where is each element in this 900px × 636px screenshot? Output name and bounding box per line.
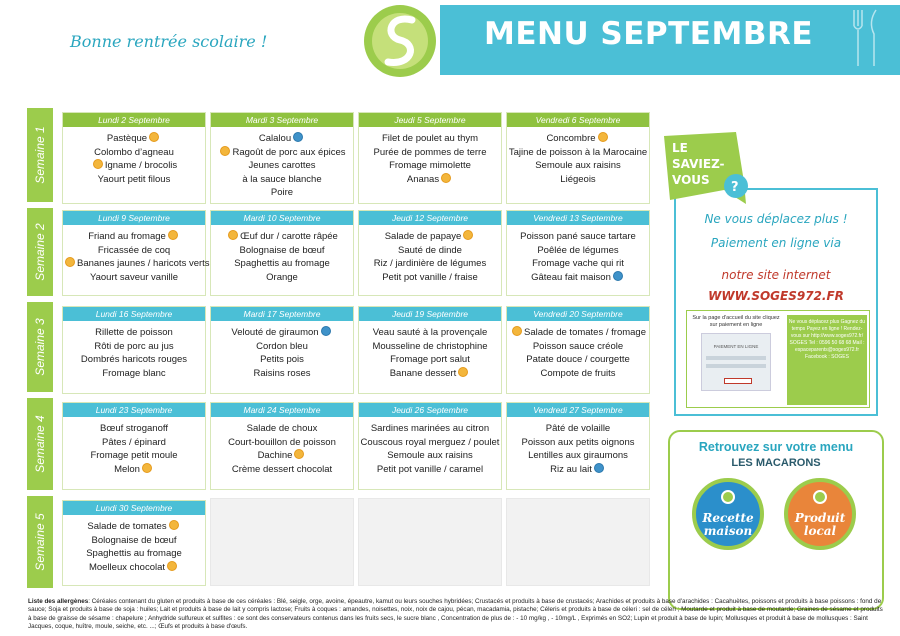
dish-name: Bœuf stroganoff [100, 423, 168, 434]
week-label-5: Semaine 5 [27, 496, 53, 588]
day-card [210, 210, 354, 296]
dish-item [359, 257, 501, 271]
dish-item [63, 173, 205, 187]
dish-list [507, 127, 649, 186]
mini-instructions: Sur la page d'accueil du site cliquez sur paiement en ligne [692, 315, 780, 328]
dish-item [359, 436, 501, 450]
dish-item [507, 146, 649, 160]
dish-list [63, 225, 210, 284]
dish-item [507, 230, 649, 244]
dish-name: Calalou [258, 133, 292, 144]
dish-item [63, 547, 205, 561]
dish-name: Salade de tomates [87, 521, 167, 532]
dish-item [63, 561, 205, 575]
day-title: Jeudi 12 Septembre [359, 211, 501, 225]
day-card [210, 402, 354, 490]
dish-name: Raisins roses [253, 367, 311, 379]
dish-item [211, 146, 353, 160]
day-card [62, 210, 210, 296]
dish-item [63, 422, 205, 436]
produit-local-icon [598, 132, 608, 142]
dish-item [507, 132, 649, 146]
dish-name: Riz / jardinière de légumes [373, 258, 487, 269]
brand-logo [360, 0, 440, 82]
dish-name: Yaourt petit filous [97, 173, 171, 185]
day-title: Lundi 23 Septembre [63, 403, 205, 417]
day-card [358, 402, 502, 490]
produit-local-icon [294, 449, 304, 459]
dish-item [211, 353, 353, 367]
dish-item [507, 159, 649, 173]
day-title: Mardi 24 Septembre [211, 403, 353, 417]
empty-day-card [210, 498, 354, 586]
day-card [62, 112, 206, 204]
mini-page-title: PAIEMENT EN LIGNE [713, 344, 759, 349]
dish-name: Fromage mimolette [389, 160, 471, 171]
day-card [358, 210, 502, 296]
day-title: Vendredi 20 Septembre [507, 307, 649, 321]
dish-name: Spaghettis au fromage [234, 258, 330, 269]
day-title: Lundi 30 Septembre [63, 501, 205, 515]
dish-list [63, 127, 205, 186]
recette-maison-badge: Recette maison [692, 478, 764, 550]
dish-item [211, 132, 353, 146]
dish-item [359, 146, 501, 160]
dish-item [507, 244, 649, 258]
dish-name: Fromage vache qui rit [532, 258, 624, 269]
dish-item [507, 449, 649, 463]
dish-name: Rillette de poisson [95, 327, 173, 338]
macarons-title: Retrouvez sur votre menu [698, 440, 854, 454]
produit-local-icon [93, 159, 103, 169]
dish-name: Spaghettis au fromage [86, 548, 182, 559]
week-label-3: Semaine 3 [27, 302, 53, 392]
day-card [62, 402, 206, 490]
dish-item [359, 173, 501, 187]
dish-item [63, 132, 205, 146]
dish-name: Tajine de poisson à la Marocaine [508, 146, 648, 158]
dish-item [63, 159, 205, 173]
day-title: Jeudi 5 Septembre [359, 113, 501, 127]
dish-name: Dachine [257, 450, 293, 461]
dish-list [359, 225, 501, 284]
dish-name: Bolognaise de bœuf [91, 534, 177, 546]
dish-list [507, 417, 649, 476]
week-label-4: Semaine 4 [27, 398, 53, 490]
dish-item [507, 271, 649, 285]
dish-name: Petits pois [260, 354, 304, 365]
dish-name: Semoule aux raisins [387, 450, 473, 461]
dish-name: Banane dessert [389, 367, 457, 379]
side-line-1: Ne vous déplacez plus ! [704, 212, 848, 226]
dish-item [359, 230, 501, 244]
dish-item [507, 422, 649, 436]
dish-name: Petit pot vanille / fraise [382, 271, 478, 283]
dish-item [63, 463, 205, 477]
dish-name: Purée de pommes de terre [373, 146, 487, 158]
dish-item [63, 534, 205, 548]
dish-list [211, 225, 353, 284]
dish-item [359, 422, 501, 436]
recette-maison-icon [594, 463, 604, 473]
dish-item [211, 367, 353, 381]
dish-list [63, 417, 205, 476]
day-title: Lundi 16 Septembre [63, 307, 205, 321]
day-card [210, 306, 354, 394]
dish-list [211, 417, 353, 476]
dish-item [211, 271, 353, 285]
svg-text:SAVIEZ-: SAVIEZ- [672, 157, 725, 171]
dish-name: Sauté de dinde [398, 244, 462, 256]
dish-item [63, 353, 205, 367]
svg-text:LE: LE [672, 141, 688, 155]
recette-maison-icon [293, 132, 303, 142]
day-card [62, 306, 206, 394]
dish-name: Mousseline de christophine [372, 340, 488, 352]
dish-name: Poisson pané sauce tartare [520, 231, 636, 242]
dish-item [63, 520, 205, 534]
dish-item [211, 463, 353, 477]
dish-name: Melon [114, 463, 140, 475]
dish-item [211, 326, 353, 340]
dish-name: Fromage blanc [102, 367, 166, 379]
dish-item [359, 367, 501, 381]
dish-name: Petit pot vanille / caramel [376, 463, 484, 475]
day-card [210, 112, 354, 204]
greeting-text: Bonne rentrée scolaire ! [70, 32, 268, 51]
dish-name: Pastèque [106, 133, 148, 144]
day-title: Mardi 3 Septembre [211, 113, 353, 127]
produit-local-icon [168, 230, 178, 240]
day-title: Jeudi 26 Septembre [359, 403, 501, 417]
day-card [358, 112, 502, 204]
dish-item [63, 230, 205, 244]
dish-item [211, 230, 353, 244]
page-title: MENU SEPTEMBRE [484, 16, 814, 52]
dish-item [507, 367, 649, 381]
dish-item [211, 159, 353, 173]
side-line-2: Paiement en ligne via [710, 236, 842, 250]
dish-name: Veau sauté à la provençale [372, 327, 488, 338]
payment-screenshot [686, 310, 870, 408]
produit-local-icon [65, 257, 75, 267]
day-card [62, 500, 206, 586]
dish-name: Cordon bleu [256, 340, 308, 352]
dish-item [359, 271, 501, 285]
produit-local-icon [167, 561, 177, 571]
dish-name: Poêlée de légumes [537, 244, 619, 256]
dish-name: Salade de tomates / fromage [524, 327, 646, 338]
dish-item [507, 326, 649, 340]
dish-name: Sardines marinées au citron [370, 423, 490, 434]
dish-name: Semoule aux raisins [535, 160, 621, 171]
dish-name: Bolognaise de bœuf [239, 244, 325, 256]
empty-day-card [358, 498, 502, 586]
dish-list [359, 321, 501, 380]
saviez-vous-badge [660, 130, 752, 210]
dish-name: Fromage port salut [390, 354, 470, 365]
dish-name: Poire [270, 187, 294, 198]
dish-name: Gâteau fait maison [531, 271, 611, 283]
produit-local-icon [228, 230, 238, 240]
website-link[interactable]: WWW.SOGES972.FR [708, 289, 844, 303]
dish-item [507, 340, 649, 354]
dish-name: Friand au fromage [88, 231, 166, 242]
dish-name: Compote de fruits [540, 367, 616, 379]
dish-item [507, 257, 649, 271]
dish-name: Court-bouillon de poisson [228, 436, 336, 448]
dish-name: Poisson aux petits oignons [521, 436, 635, 448]
macarons-subtitle: LES MACARONS [731, 457, 821, 469]
day-card [506, 306, 650, 394]
day-title: Lundi 9 Septembre [63, 211, 205, 225]
mini-promo-text: Ne vous déplacez plus Gagnez du temps Payez en ligne ! Rendez-vous sur http://www.soges972.fr/ SOGES Tel : 0596 50 68 68 Mail : espaceparents@soges972.fr Facebook : SOGES [787, 315, 867, 405]
svg-text:?: ? [731, 180, 739, 195]
dish-name: Œuf dur / carotte râpée [240, 231, 338, 242]
produit-local-icon [220, 146, 230, 156]
dish-name: Filet de poulet au thym [381, 133, 479, 144]
dish-name: Pâtes / épinard [102, 436, 166, 448]
produit-local-icon [169, 520, 179, 530]
dish-item [359, 159, 501, 173]
dish-name: Fromage petit moule [90, 450, 178, 461]
dish-item [359, 353, 501, 367]
produit-local-icon [458, 367, 468, 377]
recette-maison-icon [613, 271, 623, 281]
dish-item [359, 132, 501, 146]
dish-item [63, 326, 205, 340]
dish-name: Crème dessert chocolat [231, 463, 333, 475]
week-label-1: Semaine 1 [27, 108, 53, 202]
dish-name: Lentilles aux giraumons [528, 450, 628, 461]
dish-item [63, 436, 205, 450]
dish-name: Dombrés haricots rouges [80, 354, 188, 365]
dish-name: Yaourt saveur vanille [89, 271, 178, 283]
dish-name: Velouté de giraumon [231, 327, 319, 338]
day-card [506, 402, 650, 490]
dish-name: Fricassée de coq [97, 244, 171, 256]
day-card [358, 306, 502, 394]
leaf-icon [813, 490, 827, 504]
leaf-icon [721, 490, 735, 504]
dish-item [211, 436, 353, 450]
day-title: Vendredi 27 Septembre [507, 403, 649, 417]
dish-item [63, 367, 205, 381]
dish-item [63, 146, 205, 160]
dish-item [359, 340, 501, 354]
dish-name: Orange [266, 271, 298, 283]
dish-list [507, 321, 649, 380]
dish-item [63, 257, 210, 271]
dish-list [211, 127, 353, 200]
produit-local-icon [149, 132, 159, 142]
dish-name: à la sauce blanche [242, 173, 322, 185]
day-title: Mardi 17 Septembre [211, 307, 353, 321]
dish-name: Riz au lait [550, 463, 592, 475]
dish-item [359, 463, 501, 477]
dish-name: Bananes jaunes / haricots verts [77, 258, 210, 269]
day-title: Jeudi 19 Septembre [359, 307, 501, 321]
dish-item [507, 463, 649, 477]
produit-local-icon [142, 463, 152, 473]
dish-list [63, 321, 205, 380]
dish-name: Liégeois [560, 173, 596, 185]
dish-name: Ragoût de porc aux épices [232, 146, 346, 158]
cutlery-icon [846, 8, 886, 68]
day-card [506, 112, 650, 204]
dish-item [359, 326, 501, 340]
produit-local-badge: Produit local [784, 478, 856, 550]
day-title: Lundi 2 Septembre [63, 113, 205, 127]
dish-name: Salade de papaye [384, 231, 462, 242]
mini-pay-button [724, 378, 752, 384]
empty-day-card [506, 498, 650, 586]
dish-name: Patate douce / courgette [526, 354, 630, 365]
dish-item [359, 449, 501, 463]
allergen-list: Liste des allergènes: Céréales contenant du gluten et produits à base de ces céréales : Blé, seigle, orge, avoine, épeautre, kamut ou leurs souches hybridées; Crustacés et produits à base de crustacés; Arachides et produits à base d'arachides : Cacahuètes, poissons et produits à base poissons : fond de sauce; Soja et produits à base de soja : huiles; Lait et produits à base de lait y compris lactose; Fruits à coques : amandes, noisettes, noix, noix de cajou, pécan, macadamia, pistache; Céleris et produits à base de céleri : sel de céleri ; Moutarde et produit à base de moutarde; Graines de sésame et produits à base de graisse de sésame : chapelure ; Anhydride sulfureux et sulfites : ce sont des conservateurs contenus dans les fruits secs, le sucre blanc , Concentration de plus de : - 10 mg/kg , - 10mg/L , Exprimés en SO2; Lupin et produit à base de lupin; Mollusques et produit à base de mollusques : Saint Jacques, coque, huître, moule, seiche, etc. ...; Œufs et produits à base d'œufs. [28, 598, 883, 631]
produit-local-icon [463, 230, 473, 240]
produit-local-icon [441, 173, 451, 183]
dish-item [507, 436, 649, 450]
week-label-2: Semaine 2 [27, 208, 53, 296]
dish-item [63, 244, 205, 258]
dish-item [211, 449, 353, 463]
produit-local-icon [512, 326, 522, 336]
dish-item [359, 244, 501, 258]
dish-name: Rôti de porc au jus [94, 340, 174, 352]
day-title: Mardi 10 Septembre [211, 211, 353, 225]
dish-name: Poisson sauce créole [532, 340, 624, 352]
day-card [506, 210, 650, 296]
dish-name: Ananas [406, 173, 440, 185]
dish-name: Colombo d’agneau [94, 146, 174, 158]
dish-name: Pâté de volaille [545, 423, 611, 434]
dish-item [507, 353, 649, 367]
dish-list [507, 225, 649, 284]
dish-item [211, 173, 353, 187]
dish-name: Moelleux chocolat [88, 561, 166, 573]
dish-item [211, 422, 353, 436]
dish-name: Igname / brocolis [104, 160, 178, 171]
dish-item [63, 271, 205, 285]
dish-list [211, 321, 353, 380]
dish-item [211, 340, 353, 354]
day-title: Vendredi 6 Septembre [507, 113, 649, 127]
dish-item [507, 173, 649, 187]
dish-item [211, 186, 353, 200]
dish-name: Salade de choux [246, 423, 318, 434]
dish-item [211, 257, 353, 271]
dish-item [211, 244, 353, 258]
side-line-3: notre site internet [721, 268, 831, 282]
dish-name: Couscous royal merguez / poulet [360, 436, 500, 448]
dish-list [359, 127, 501, 186]
dish-item [63, 449, 205, 463]
dish-item [63, 340, 205, 354]
dish-name: Concombre [546, 133, 596, 144]
dish-list [63, 515, 205, 574]
svg-text:VOUS: VOUS [672, 173, 710, 187]
recette-maison-icon [321, 326, 331, 336]
day-title: Vendredi 13 Septembre [507, 211, 649, 225]
dish-list [359, 417, 501, 476]
dish-name: Jeunes carottes [248, 160, 316, 171]
mini-page-preview [701, 333, 771, 391]
